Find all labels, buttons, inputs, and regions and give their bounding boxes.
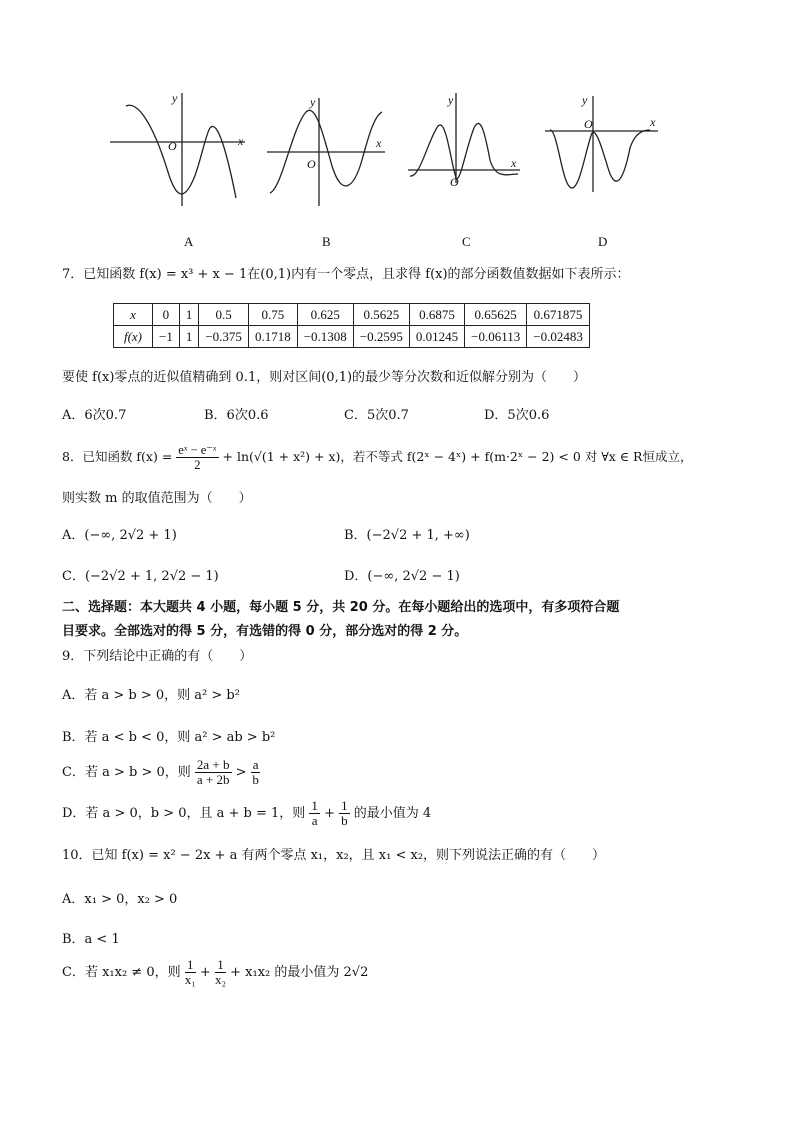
table-cell: 0.6875 [409, 304, 464, 326]
q8-option-d[interactable]: D．(−∞, 2√2 − 1) [344, 569, 460, 584]
graph-c-origin: O [450, 175, 459, 189]
q7-option-d[interactable]: D．5次0.6 [484, 408, 550, 423]
q8-line2: 则实数 m 的取值范围为（ ） [62, 491, 252, 506]
graph-b [267, 98, 385, 206]
table-cell: 0 [153, 304, 180, 326]
q9-d-suffix: 的最小值为 4 [353, 806, 432, 821]
q8-suffix: + ln(√(1 + x²) + x)，若不等式 f(2ˣ − 4ˣ) + f(m·2ˣ − 2) < 0 对 ∀x ∈ R恒成立， [222, 449, 693, 464]
q10-option-b[interactable]: B．a < 1 [62, 932, 120, 947]
q7-question: 要使 f(x)零点的近似值精确到 0.1，则对区间(0,1)的最少等分次数和近似解分别为（ ） [62, 370, 587, 385]
q8-fraction-denominator: 2 [194, 458, 201, 472]
q10-c-num2: 1 [215, 958, 226, 973]
graph-b-origin: O [307, 157, 316, 171]
q10-c-den2: x₂ [214, 972, 227, 987]
q8-option-a[interactable]: A．(−∞, 2√2 + 1) [62, 528, 177, 543]
q8-fraction [176, 443, 218, 472]
q10-option-c[interactable] [62, 955, 368, 991]
q10-c-fraction-1 [185, 958, 196, 987]
q9-c-fraction-2 [251, 758, 261, 787]
q9-c-gt: > [235, 765, 247, 780]
graph-c-y-label: y [448, 93, 454, 107]
table-cell: 0.75 [248, 304, 297, 326]
q9-option-c[interactable] [62, 756, 260, 790]
q9-option-b[interactable]: B．若 a < b < 0，则 a² > ab > b² [62, 730, 276, 745]
q10-option-a[interactable]: A．x₁ > 0，x₂ > 0 [62, 892, 178, 907]
table-cell: −0.02483 [527, 326, 590, 348]
q9-c-fraction-1 [195, 758, 232, 787]
graph-label-a: A [184, 234, 194, 249]
table-cell: −0.375 [199, 326, 249, 348]
table-cell: 1 [179, 304, 199, 326]
q9-d-plus: + [324, 806, 335, 821]
q10-c-fraction-2 [215, 958, 226, 987]
q10-c-plus: + [199, 965, 211, 980]
table-row [114, 326, 590, 348]
q9-c-num2: a [252, 757, 259, 772]
q9-c-prefix: C．若 a > b > 0，则 [62, 765, 191, 780]
table-cell: 0.671875 [527, 304, 590, 326]
q8-option-c[interactable]: C．(−2√2 + 1, 2√2 − 1) [62, 569, 219, 584]
q9-d-fraction-2 [339, 799, 350, 828]
graph-d-y-label: y [582, 93, 588, 107]
q9-c-den2: b [252, 772, 259, 787]
table-cell: 0.65625 [465, 304, 527, 326]
q10-c-num1: 1 [185, 958, 196, 973]
table-cell: 0.5 [199, 304, 249, 326]
q8-prefix: 8．已知函数 f(x) = [62, 449, 173, 464]
q8-option-b[interactable]: B．(−2√2 + 1, +∞) [344, 528, 470, 543]
graph-b-x-label: x [376, 136, 382, 150]
q8-stem [62, 440, 692, 474]
graph-c-x-label: x [511, 156, 517, 170]
graph-d-x-label: x [650, 115, 656, 129]
table-row [114, 304, 590, 326]
q9-d-den1: a [311, 813, 318, 828]
q7-option-c[interactable]: C．5次0.7 [344, 408, 409, 423]
graph-c [408, 93, 520, 183]
table-cell: f(x) [114, 326, 153, 348]
q7-stem: 7．已知函数 f(x) = x³ + x − 1在(0,1)内有一个零点，且求得 f(x)的部分函数值数据如下表所示： [62, 267, 630, 282]
table-cell: 0.1718 [248, 326, 297, 348]
graph-a [110, 93, 245, 206]
graph-a-x-label: x [238, 134, 244, 148]
graph-a-origin: O [168, 139, 177, 153]
q9-option-a[interactable]: A．若 a > b > 0，则 a² > b² [62, 688, 240, 703]
q9-d-prefix: D．若 a > 0，b > 0，且 a + b = 1，则 [62, 806, 306, 821]
q10-c-suffix: + x₁x₂ 的最小值为 2√2 [230, 965, 369, 980]
q9-d-num1: 1 [311, 798, 318, 813]
q7-value-table [113, 303, 590, 348]
q9-d-num2: 1 [341, 798, 348, 813]
table-cell: 0.5625 [353, 304, 409, 326]
q9-d-den2: b [341, 813, 348, 828]
graph-label-c: C [462, 234, 471, 249]
table-cell: x [114, 304, 153, 326]
function-graphs [110, 88, 690, 253]
q9-stem: 9．下列结论中正确的有（ ） [62, 649, 253, 664]
graph-label-b: B [322, 234, 331, 249]
graph-a-y-label: y [172, 91, 178, 105]
q7-option-b[interactable]: B．6次0.6 [204, 408, 269, 423]
table-cell: −0.2595 [353, 326, 409, 348]
table-cell: 0.625 [297, 304, 353, 326]
q10-c-prefix: C．若 x₁x₂ ≠ 0，则 [62, 965, 181, 980]
q7-option-a[interactable]: A．6次0.7 [62, 408, 127, 423]
table-cell: 1 [179, 326, 199, 348]
q9-c-den1: a + 2b [196, 772, 230, 787]
q10-stem: 10．已知 f(x) = x² − 2x + a 有两个零点 x₁，x₂，且 x₁ < x₂，则下列说法正确的有（ ） [62, 848, 606, 863]
table-cell: −1 [153, 326, 180, 348]
q9-option-d[interactable] [62, 797, 431, 831]
q8-fraction-numerator: eˣ − e⁻ˣ [178, 443, 217, 457]
q10-c-den1: x₁ [184, 972, 196, 987]
graph-d-origin: O [584, 117, 593, 131]
section2-heading-line1: 二、选择题：本大题共 4 小题，每小题 5 分，共 20 分。在每小题给出的选项中，有多项符合题 [62, 600, 620, 615]
q9-c-num1: 2a + b [196, 757, 230, 772]
graph-d [545, 96, 658, 192]
table-cell: −0.06113 [465, 326, 527, 348]
table-cell: −0.1308 [297, 326, 353, 348]
graph-label-d: D [598, 234, 608, 249]
table-cell: 0.01245 [409, 326, 464, 348]
section2-heading-line2: 目要求。全部选对的得 5 分，有选错的得 0 分，部分选对的得 2 分。 [62, 624, 468, 639]
graph-b-y-label: y [310, 95, 316, 109]
q9-d-fraction-1 [309, 799, 320, 828]
